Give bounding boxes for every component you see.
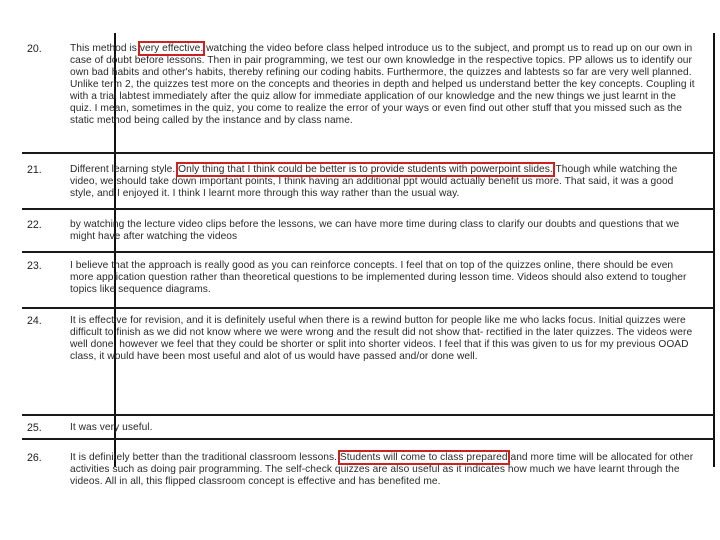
- row-number: 23.: [27, 260, 42, 272]
- row-comment: [70, 315, 697, 363]
- comment-text: This method is: [70, 43, 140, 54]
- comment-text: by watching the lecture video clips before the lessons, we can have more time during class to clarify our doubts and questions that we might have after watching the videos: [70, 219, 680, 242]
- comment-text: It was very useful.: [70, 422, 153, 433]
- highlighted-text: Only thing that I think could be better is to provide students with powerpoint slides.: [178, 164, 553, 175]
- table-row: [22, 210, 714, 253]
- table-row: [22, 309, 714, 416]
- comment-text: I believe that the approach is really good as you can reinforce concepts. I feel that on top of the quizzes online, there should be even more application question rather than theoretical questions to be implemented during lesson time. Videos should also extend to tougher topics like sequence diagrams.: [70, 260, 687, 295]
- comment-text: Though while watching the video, we should take down important points, I think having an additional ppt would actually benefit us more. That said, it was a good style, and I enjoyed it. I think I learnt more through this way rather than the usual way.: [70, 164, 678, 199]
- table-row: [22, 416, 714, 440]
- row-comment: [70, 260, 697, 296]
- table-row: [22, 154, 714, 210]
- comment-text: It is effective for revision, and it is definitely useful when there is a rewind button for people like me who lacks focus. Initial quizzes were difficult to finish as we did not know where we were wrong and the result did not show that- rectified in the later quizzes. The videos were well done, however we feel that they could be shorter or split into shorter videos. I feel that if this was given to us for my previous OOAD class, it would have been most useful and alot of us would have passed and/or done well.: [70, 315, 693, 362]
- row-number: 25.: [27, 422, 42, 434]
- comment-text: watching the video before class helped introduce us to the subject, and prompt us to read up on our own in case of doubt before lessons. Then in pair programming, we test our own knowledge in the respective topics. PP allows us to identify our own bad habits and other's habits, thereby refining our coding habits. Furthermore, the quizzes and labtests so far are very well planned. Unlike term 2, the quizzes test more on the concepts and theories in depth and helped us understand better the key concepts. Coupling it with a trial labtest immediately after the quiz allow for immediate application of our knowledge and the new things we just learnt in the quiz. I mean, sometimes in the quiz, you come to realize the error of your ways or even find out other stuff that you missed such as the static method being called by the instance and by class name.: [70, 43, 695, 126]
- row-comment: [70, 219, 697, 243]
- row-comment: [70, 452, 697, 488]
- row-number: 22.: [27, 219, 42, 231]
- table-row: [22, 440, 714, 500]
- comment-text: and more time will be allocated for other activities such as doing pair programming. The self-check quizzes are also useful as it indicates how much we have learnt through the videos. All in all, this flipped classroom concept is effective and has benefited me.: [70, 452, 694, 487]
- row-comment: [70, 422, 697, 434]
- row-number: 24.: [27, 315, 42, 327]
- comment-text: Different learning style.: [70, 164, 179, 175]
- row-number: 26.: [27, 452, 42, 464]
- highlighted-text: very effective.: [139, 43, 204, 54]
- highlighted-text: Students will come to class prepared: [339, 452, 508, 463]
- table-row: [22, 253, 714, 309]
- row-comment: [70, 164, 697, 200]
- row-number: 20.: [27, 43, 42, 55]
- comment-text: It is definitely better than the traditional classroom lessons.: [70, 452, 340, 463]
- row-number: 21.: [27, 164, 42, 176]
- table-row: [22, 33, 714, 154]
- row-comment: [70, 43, 697, 127]
